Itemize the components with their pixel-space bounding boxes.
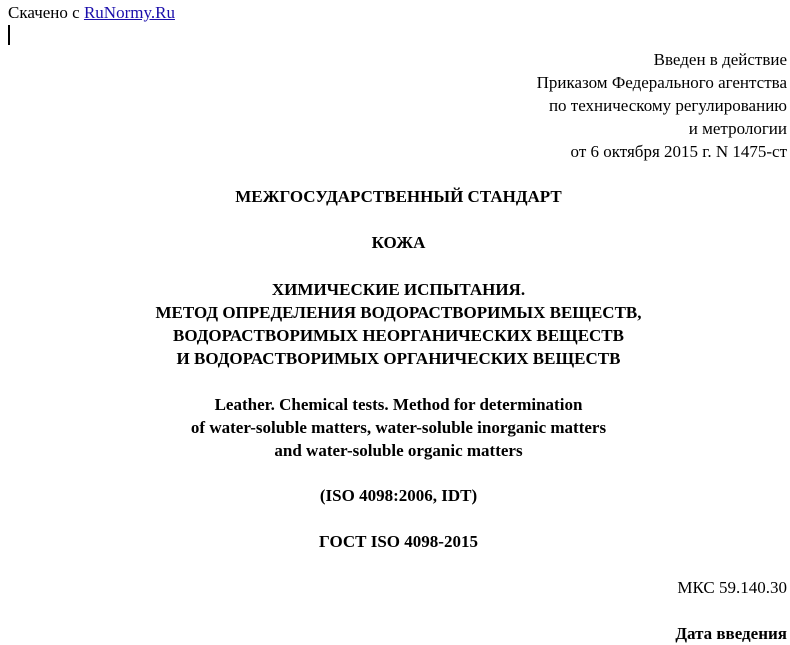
subject-heading: КОЖА <box>371 233 426 252</box>
enactment-line: по техническому регулированию <box>548 96 787 115</box>
title-russian-line: ВОДОРАСТВОРИМЫХ НЕОРГАНИЧЕСКИХ ВЕЩЕСТВ <box>173 326 624 345</box>
source-link[interactable]: RuNormy.Ru <box>83 3 175 22</box>
gost-designation: ГОСТ ISO 4098-2015 <box>319 532 478 551</box>
standard-type-heading: МЕЖГОСУДАРСТВЕННЫЙ СТАНДАРТ <box>235 187 562 206</box>
title-russian-line: И ВОДОРАСТВОРИМЫХ ОРГАНИЧЕСКИХ ВЕЩЕСТВ <box>176 349 621 368</box>
date-of-introduction-label: Дата введения <box>675 624 787 643</box>
enactment-line: Введен в действие <box>653 50 787 69</box>
title-english-line: Leather. Chemical tests. Method for determination <box>214 395 583 414</box>
title-russian-line: МЕТОД ОПРЕДЕЛЕНИЯ ВОДОРАСТВОРИМЫХ ВЕЩЕСТВ, <box>155 303 642 322</box>
source-prefix: Скачено с <box>8 3 84 22</box>
text-cursor <box>8 25 10 45</box>
title-english-line: of water-soluble matters, water-soluble inorganic matters <box>190 418 607 437</box>
title-english <box>0 393 790 462</box>
title-english-line: and water-soluble organic matters <box>274 441 523 460</box>
iso-reference: (ISO 4098:2006, IDT) <box>319 486 478 505</box>
enactment-line: Приказом Федерального агентства <box>536 73 787 92</box>
title-russian <box>0 278 790 370</box>
source-line <box>8 3 175 23</box>
mks-code: МКС 59.140.30 <box>677 578 787 597</box>
enactment-line: от 6 октября 2015 г. N 1475-ст <box>570 142 787 161</box>
enactment-line: и метрологии <box>688 119 787 138</box>
title-russian-line: ХИМИЧЕСКИЕ ИСПЫТАНИЯ. <box>271 280 526 299</box>
enactment-note <box>537 48 787 163</box>
